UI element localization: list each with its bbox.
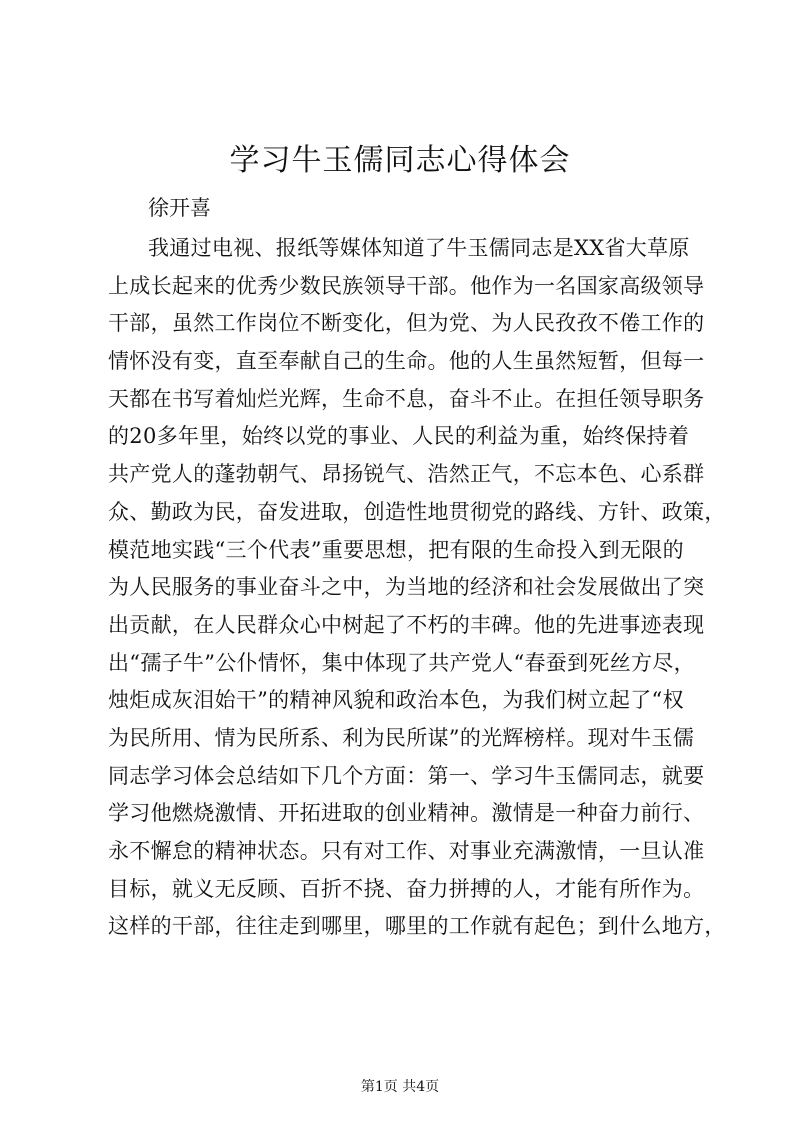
document-title: 学习牛玉儒同志心得体会 (229, 143, 571, 178)
body-line: 出“孺子牛”公仆情怀，集中体现了共产党人“春蚕到死丝方尽， (108, 650, 695, 675)
body-line: 学习他燃烧激情、开拓进取的创业精神。激情是一种奋力前行、 (108, 801, 705, 826)
body-line: 模范地实践“三个代表”重要思想，把有限的生命投入到无限的 (108, 537, 684, 562)
body-text (108, 230, 726, 946)
author-name: 徐开喜 (148, 196, 211, 220)
body-line: 共产党人的蓬勃朝气、昂扬锐气、浩然正气，不忘本色、心系群 (108, 462, 705, 487)
body-line: 同志学习体会总结如下几个方面：第一、学习牛玉儒同志，就要 (108, 763, 705, 788)
body-line: 烛炬成灰泪始干”的精神风貌和政治本色，为我们树立起了“权 (108, 688, 684, 713)
body-line: 为人民服务的事业奋斗之中，为当地的经济和社会发展做出了突 (108, 575, 705, 600)
body-line: 众、勤政为民，奋发进取，创造性地贯彻党的路线、方针、政策， (108, 499, 726, 524)
body-line: 天都在书写着灿烂光辉，生命不息，奋斗不止。在担任领导职务 (108, 386, 705, 411)
body-line: 永不懈怠的精神状态。只有对工作、对事业充满激情，一旦认准 (108, 839, 705, 863)
body-line: 上成长起来的优秀少数民族领导干部。他作为一名国家高级领导 (108, 273, 705, 298)
body-line: 为民所用、情为民所系、利为民所谋”的光辉榜样。现对牛玉儒 (108, 725, 695, 750)
page-footer: 第1页 共4页 (360, 1079, 440, 1095)
body-line: 情怀没有变，直至奉献自己的生命。他的人生虽然短暂，但每一 (108, 349, 705, 374)
body-line: 目标，就义无反顾、百折不挠、奋力拼搏的人，才能有所作为。 (108, 876, 705, 901)
body-line: 我通过电视、报纸等媒体知道了牛玉儒同志是XX省大草原 (148, 236, 690, 260)
body-line: 干部，虽然工作岗位不断变化，但为党、为人民孜孜不倦工作的 (108, 311, 705, 336)
body-line: 的20多年里，始终以党的事业、人民的利益为重，始终保持着 (108, 424, 690, 449)
body-line: 这样的干部，往往走到哪里，哪里的工作就有起色；到什么地方， (108, 914, 726, 939)
body-line: 出贡献，在人民群众心中树起了不朽的丰碑。他的先进事迹表现 (108, 612, 705, 637)
